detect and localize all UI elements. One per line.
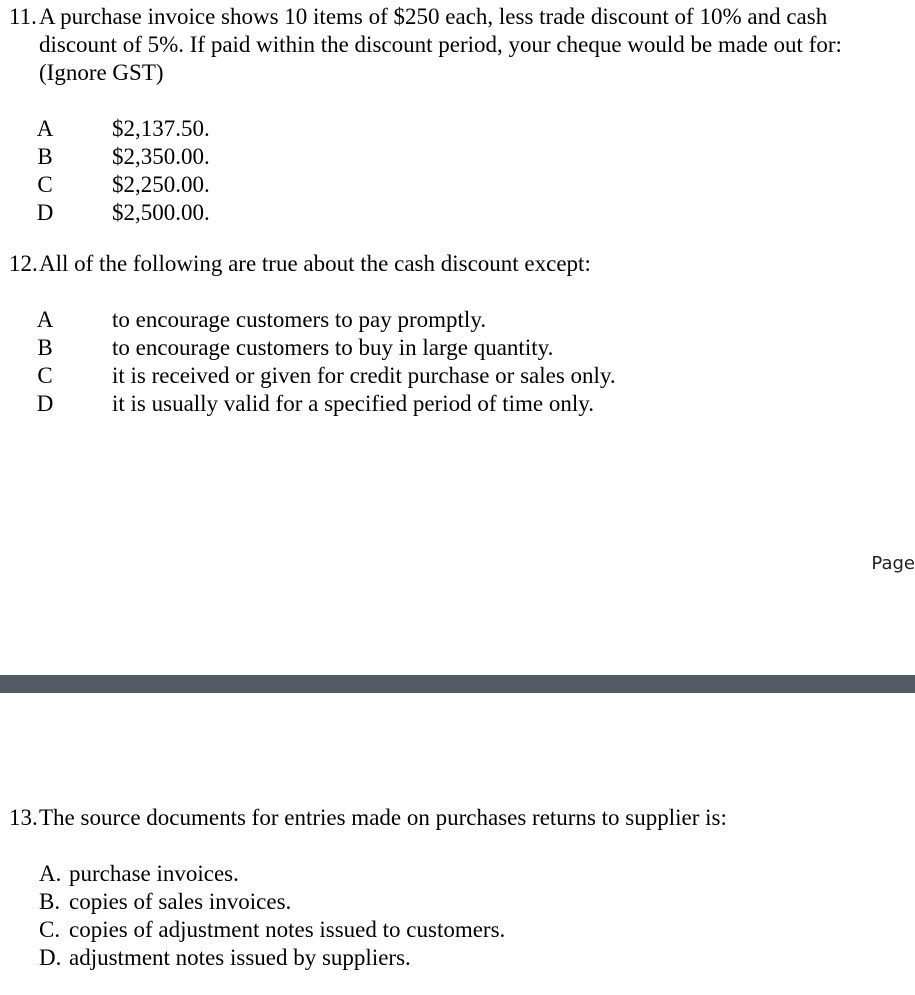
option-letter: C bbox=[37, 172, 53, 197]
question-13 bbox=[9, 804, 904, 832]
option-text: it is usually valid for a specified period of time only. bbox=[112, 391, 595, 416]
page-label: Page bbox=[871, 553, 915, 574]
option-letter: C. bbox=[39, 917, 61, 942]
document-page-bottom bbox=[0, 693, 915, 995]
option-letter: A bbox=[36, 307, 54, 332]
option-letter: C bbox=[37, 363, 53, 388]
option-row bbox=[39, 860, 505, 888]
option-text: $2,250.00. bbox=[112, 172, 210, 197]
option-row bbox=[39, 916, 505, 944]
question-12-options bbox=[4, 306, 616, 418]
option-text: copies of sales invoices. bbox=[69, 889, 292, 914]
option-letter: A bbox=[36, 116, 54, 141]
option-letter: A. bbox=[39, 861, 62, 886]
option-letter: B. bbox=[39, 889, 61, 914]
option-row bbox=[4, 362, 616, 390]
option-row bbox=[39, 944, 505, 972]
option-text: copies of adjustment notes issued to customers. bbox=[69, 917, 506, 942]
option-text: to encourage customers to buy in large quantity. bbox=[112, 335, 554, 360]
option-letter: D. bbox=[39, 945, 62, 970]
question-11-options bbox=[4, 115, 210, 227]
option-text: $2,350.00. bbox=[112, 144, 210, 169]
option-letter: D bbox=[36, 391, 54, 416]
option-text: $2,137.50. bbox=[112, 116, 210, 141]
page-separator bbox=[0, 675, 915, 693]
option-text: adjustment notes issued by suppliers. bbox=[69, 945, 411, 970]
question-12 bbox=[9, 250, 904, 278]
option-row bbox=[4, 171, 210, 199]
option-letter: D bbox=[36, 200, 54, 225]
option-text: purchase invoices. bbox=[69, 861, 239, 886]
option-row bbox=[4, 115, 210, 143]
option-text: it is received or given for credit purchase or sales only. bbox=[112, 363, 616, 388]
option-letter: B bbox=[37, 335, 53, 360]
option-text: to encourage customers to pay promptly. bbox=[112, 307, 487, 332]
option-row bbox=[4, 306, 616, 334]
question-text: A purchase invoice shows 10 items of $250 each, less trade discount of 10% and cash discount of 5%. If paid within the discount period, your cheque would be made out for: (Ignore GST) bbox=[39, 4, 842, 85]
question-text: The source documents for entries made on purchases returns to supplier is: bbox=[39, 805, 727, 830]
option-row bbox=[4, 143, 210, 171]
option-row bbox=[4, 334, 616, 362]
option-row bbox=[39, 888, 505, 916]
question-number: 11. bbox=[9, 4, 37, 29]
question-number: 13. bbox=[9, 805, 38, 830]
option-row bbox=[4, 390, 616, 418]
question-text: All of the following are true about the cash discount except: bbox=[39, 251, 591, 276]
question-number: 12. bbox=[9, 251, 38, 276]
option-text: $2,500.00. bbox=[112, 200, 210, 225]
question-11 bbox=[9, 3, 904, 87]
option-letter: B bbox=[37, 144, 53, 169]
question-13-options bbox=[39, 860, 505, 972]
option-row bbox=[4, 199, 210, 227]
